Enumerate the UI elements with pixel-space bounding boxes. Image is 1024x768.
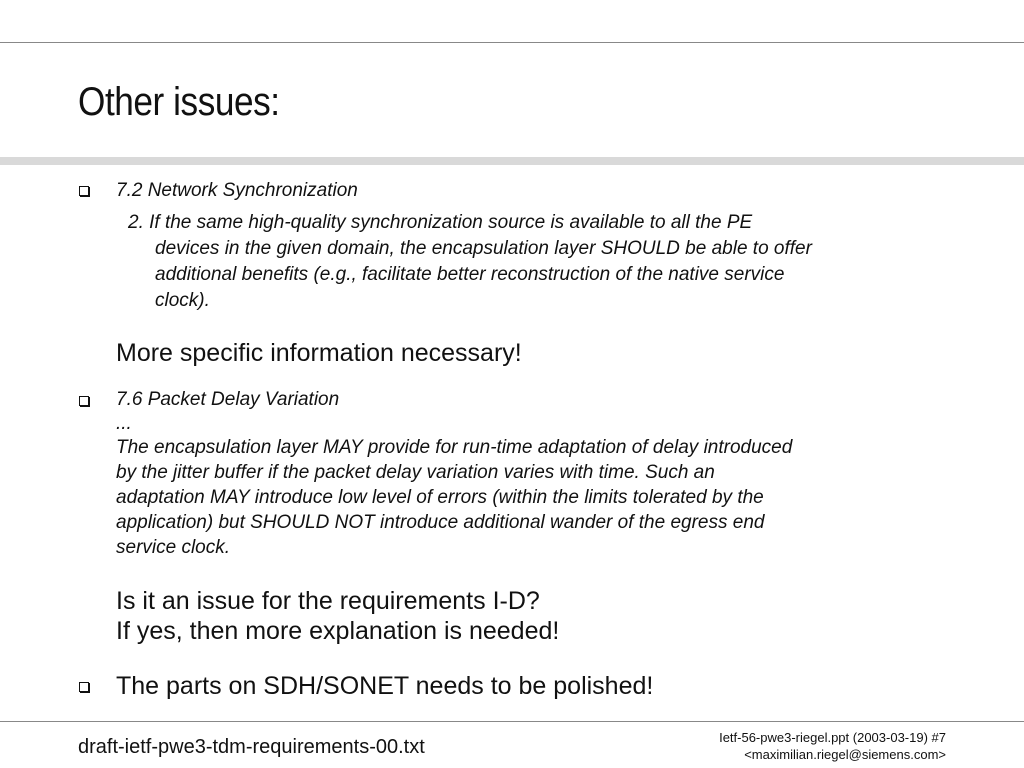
bullet-2-followup: If yes, then more explanation is needed! [116,617,560,645]
slide-title: Other issues: [78,80,280,124]
bullet-1-heading: 7.2 Network Synchronization [116,180,358,201]
bullet-2-text-line-1: The encapsulation layer MAY provide for run-time adaptation of delay introduced [116,437,793,458]
footer-info [719,729,946,763]
bullet-1-note: More specific information necessary! [116,339,522,367]
bullet-1-item-line-2: devices in the given domain, the encapsulation layer SHOULD be able to offer [155,238,812,259]
bullet-2-ellipsis: ... [116,413,132,434]
bullet-2-text-line-4: application) but SHOULD NOT introduce additional wander of the egress end [116,512,765,533]
bullet-2-text-line-3: adaptation MAY introduce low level of errors (within the limits tolerated by the [116,487,764,508]
bullet-2-text-line-2: by the jitter buffer if the packet delay variation varies with time. Such an [116,462,715,483]
title-underline-band [0,157,1024,165]
footer-divider [0,721,1024,722]
top-divider [0,42,1024,43]
footer-file-info: Ietf-56-pwe3-riegel.ppt (2003-03-19) #7 [719,730,946,745]
bullet-2-question: Is it an issue for the requirements I-D? [116,587,540,615]
bullet-2-text-line-5: service clock. [116,537,231,558]
bullet-1-item-line-4: clock). [155,290,210,311]
square-bullet-icon [79,396,89,406]
bullet-3-text: The parts on SDH/SONET needs to be polished! [116,672,654,700]
bullet-1-item-line-1: 2. If the same high-quality synchronization source is available to all the PE [128,212,753,233]
footer-email: <maximilian.riegel@siemens.com> [744,747,946,762]
square-bullet-icon [79,682,89,692]
square-bullet-icon [79,186,89,196]
footer-document-name: draft-ietf-pwe3-tdm-requirements-00.txt [78,736,425,758]
bullet-2-heading: 7.6 Packet Delay Variation [116,389,340,410]
bullet-1-item-line-3: additional benefits (e.g., facilitate better reconstruction of the native service [155,264,785,285]
